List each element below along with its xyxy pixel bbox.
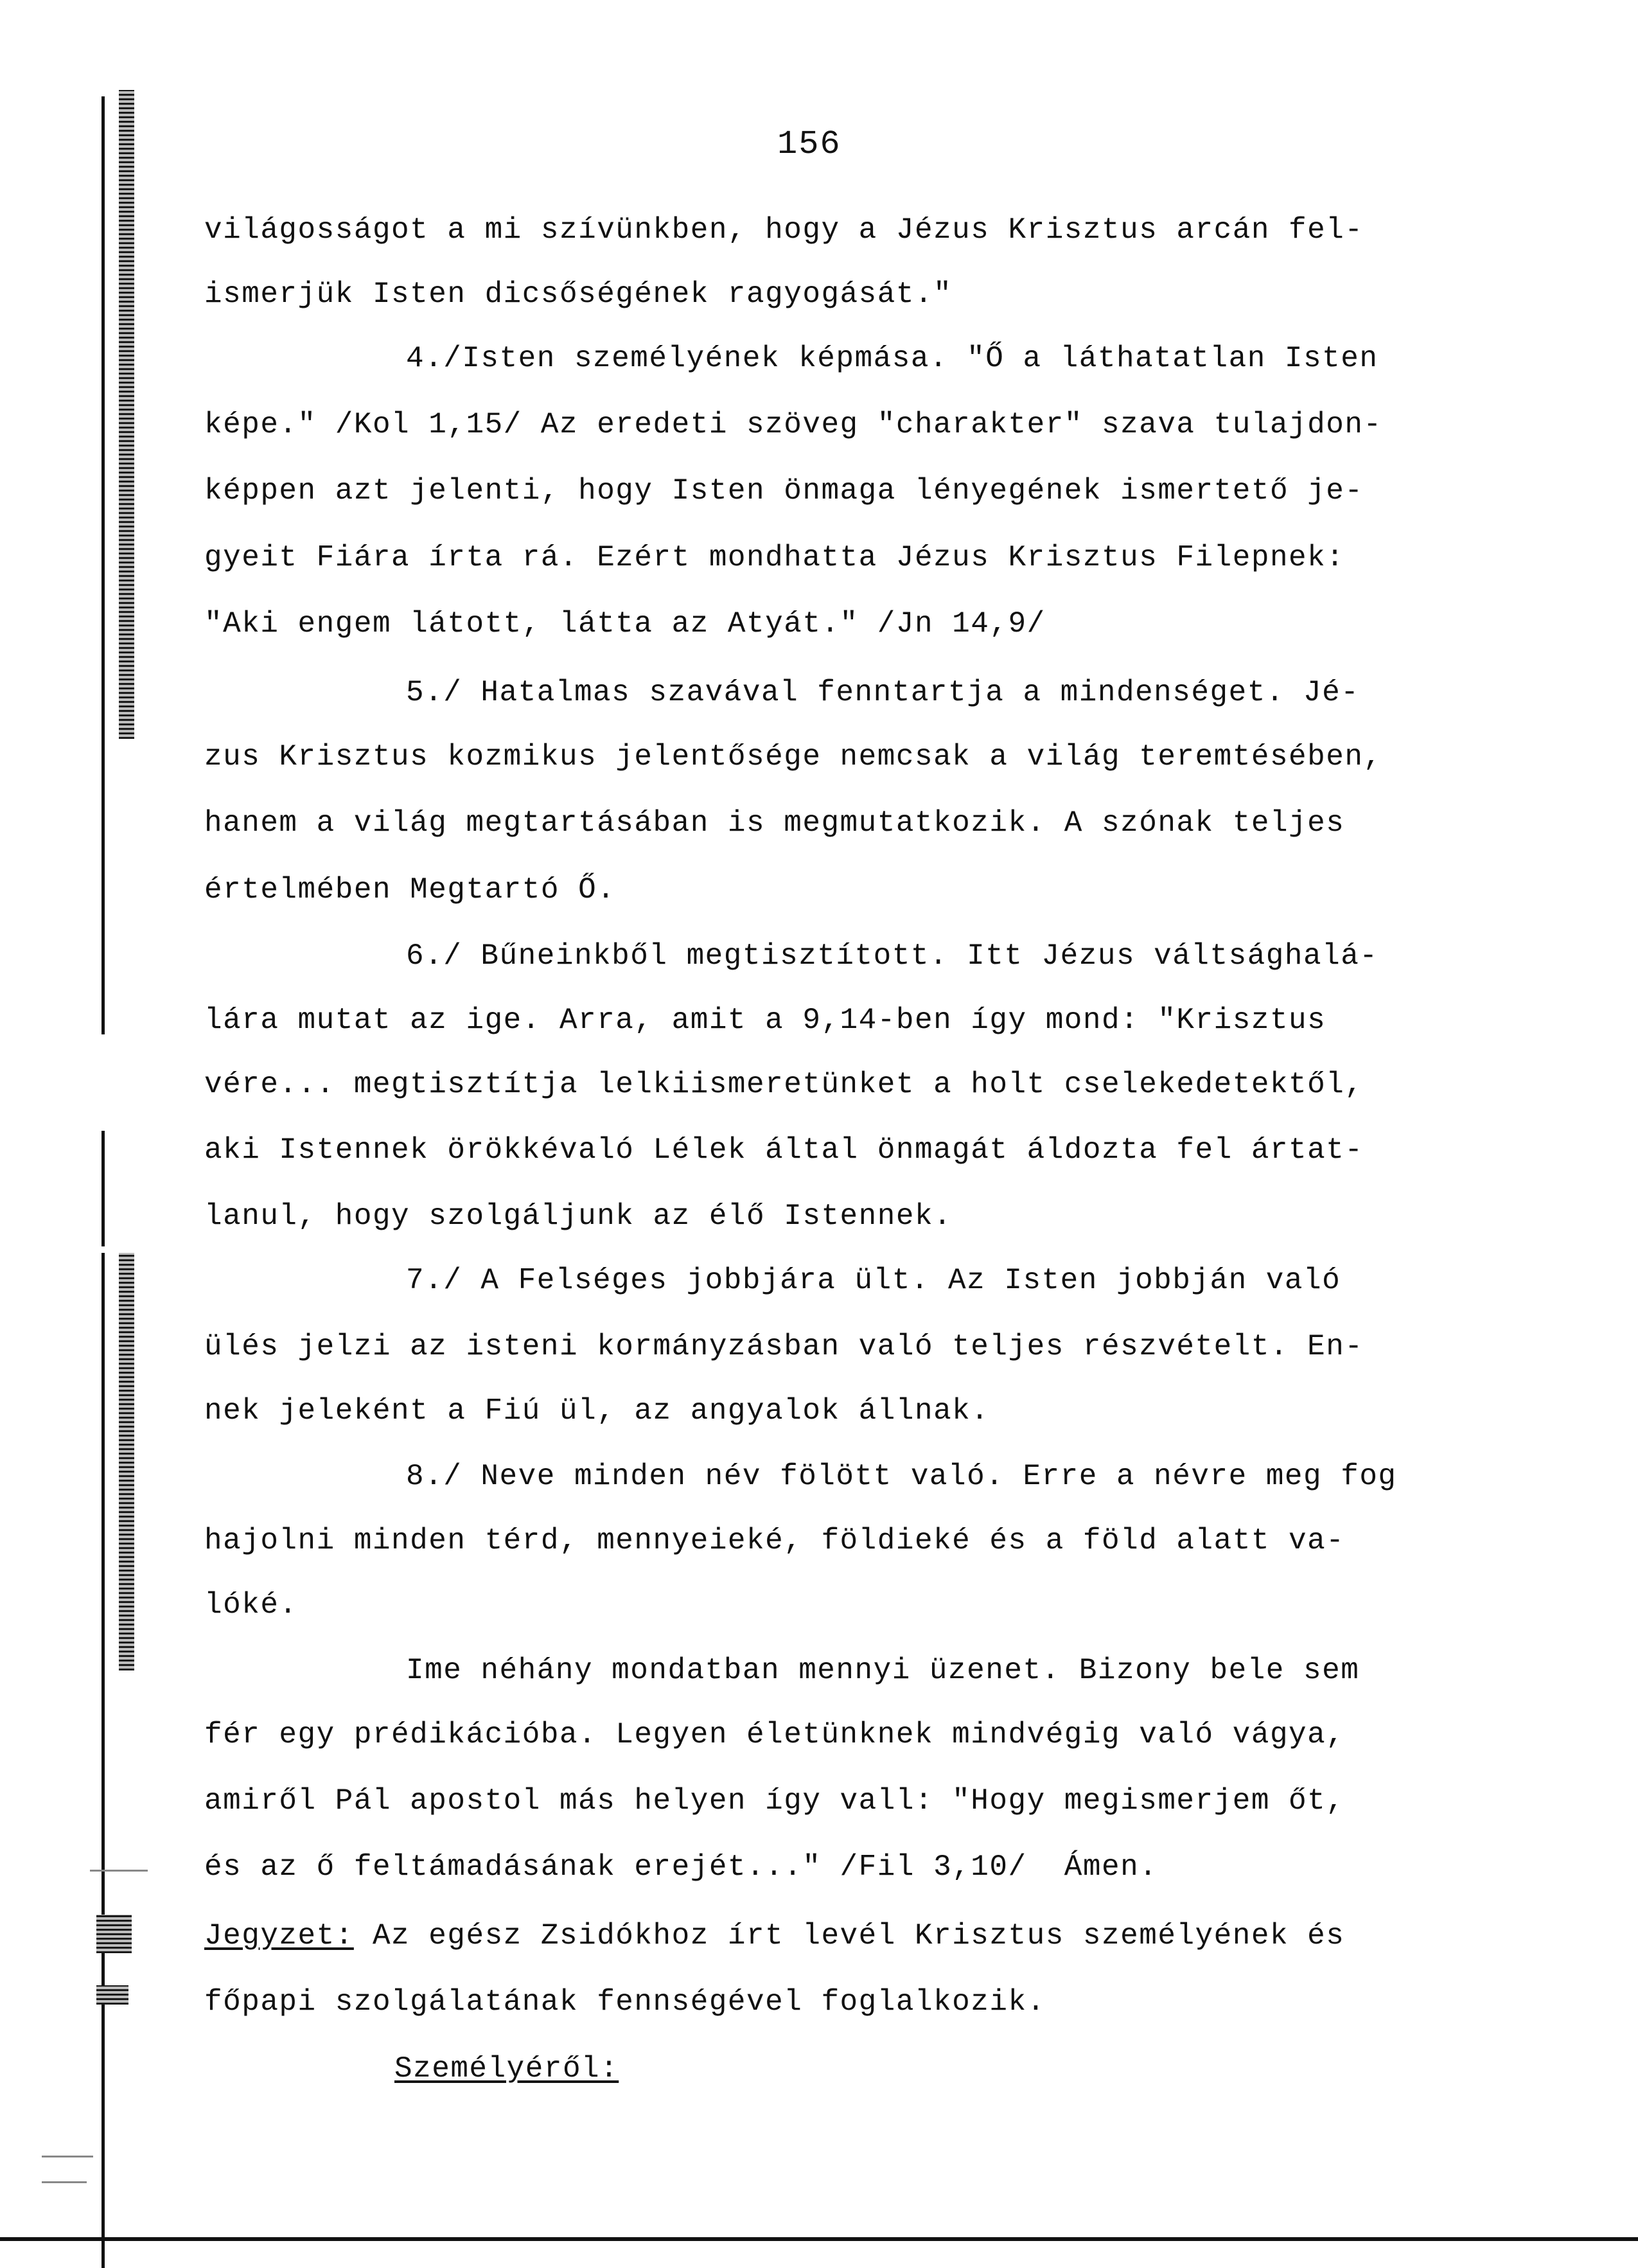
footnote xyxy=(204,1918,1344,1954)
margin-scan-artifact xyxy=(42,2181,87,2183)
margin-scan-artifact xyxy=(101,96,105,1034)
margin-scan-artifact xyxy=(119,1253,134,1670)
text-line: "Aki engem látott, látta az Atyát." /Jn 14,9/ xyxy=(204,607,1046,641)
text-line: zus Krisztus kozmikus jelentősége nemcsak a világ teremtésében, xyxy=(204,740,1382,774)
text-line: 6./ Bűneinkből megtisztított. Itt Jézus váltsághalá- xyxy=(406,939,1378,973)
margin-scan-artifact xyxy=(42,2156,93,2157)
text-line: fér egy prédikációba. Legyen életünknek mindvégig való vágya, xyxy=(204,1718,1345,1751)
text-line: amiről Pál apostol más helyen így vall: "Hogy megismerjem őt, xyxy=(204,1784,1345,1818)
text-line: képpen azt jelenti, hogy Isten önmaga lényegének ismertető je- xyxy=(204,474,1364,508)
page-number: 156 xyxy=(777,125,841,163)
text-line: lára mutat az ige. Arra, amit a 9,14-ben így mond: "Krisztus xyxy=(204,1004,1326,1037)
text-line: nek jeleként a Fiú ül, az angyalok állnak. xyxy=(204,1394,990,1428)
margin-scan-artifact xyxy=(0,2237,1638,2241)
text-line: aki Istennek örökkévaló Lélek által önmagát áldozta fel ártat- xyxy=(204,1133,1364,1167)
text-line: vére... megtisztítja lelkiismeretünket a holt cselekedetektől, xyxy=(204,1068,1364,1101)
margin-scan-artifact xyxy=(101,1131,105,1246)
text-line: ülés jelzi az isteni kormányzásban való teljes részvételt. En- xyxy=(204,1330,1364,1363)
text-line: hajolni minden térd, mennyeieké, földieké és a föld alatt va- xyxy=(204,1524,1345,1557)
footnote-text: Az egész Zsidókhoz írt levél Krisztus személyének és xyxy=(353,1919,1345,1953)
margin-scan-artifact xyxy=(90,1870,148,1872)
footnote-line-2: főpapi szolgálatának fennségével foglalkozik. xyxy=(204,1985,1046,2019)
text-line: lanul, hogy szolgáljunk az élő Istennek. xyxy=(204,1200,953,1233)
subheading: Személyéről: xyxy=(394,2052,619,2086)
text-line: képe." /Kol 1,15/ Az eredeti szöveg "charakter" szava tulajdon- xyxy=(204,408,1382,441)
text-line: 5./ Hatalmas szavával fenntartja a mindenséget. Jé- xyxy=(406,676,1360,709)
text-line: 7./ A Felséges jobbjára ült. Az Isten jobbján való xyxy=(406,1264,1341,1297)
text-line: 4./Isten személyének képmása. "Ő a láthatatlan Isten xyxy=(406,342,1378,375)
text-line: Ime néhány mondatban mennyi üzenet. Bizony bele sem xyxy=(406,1654,1360,1687)
footnote-label: Jegyzet: xyxy=(204,1919,354,1953)
text-line: gyeit Fiára írta rá. Ezért mondhatta Jézus Krisztus Filepnek: xyxy=(204,541,1345,574)
margin-scan-artifact xyxy=(119,90,134,739)
margin-scan-artifact xyxy=(96,1915,132,1953)
margin-scan-artifact xyxy=(101,1253,105,2268)
text-line: és az ő feltámadásának erejét..." /Fil 3,10/ Ámen. xyxy=(204,1850,1158,1884)
text-line: hanem a világ megtartásában is megmutatkozik. A szónak teljes xyxy=(204,806,1345,840)
text-line: 8./ Neve minden név fölött való. Erre a névre meg fog xyxy=(406,1460,1397,1493)
margin-scan-artifact xyxy=(96,1985,128,2005)
text-line: értelmében Megtartó Ő. xyxy=(204,873,616,907)
text-line: világosságot a mi szívünkben, hogy a Jézus Krisztus arcán fel- xyxy=(204,213,1364,247)
text-line: lóké. xyxy=(204,1588,298,1622)
text-line: ismerjük Isten dicsőségének ragyogását." xyxy=(204,278,953,311)
